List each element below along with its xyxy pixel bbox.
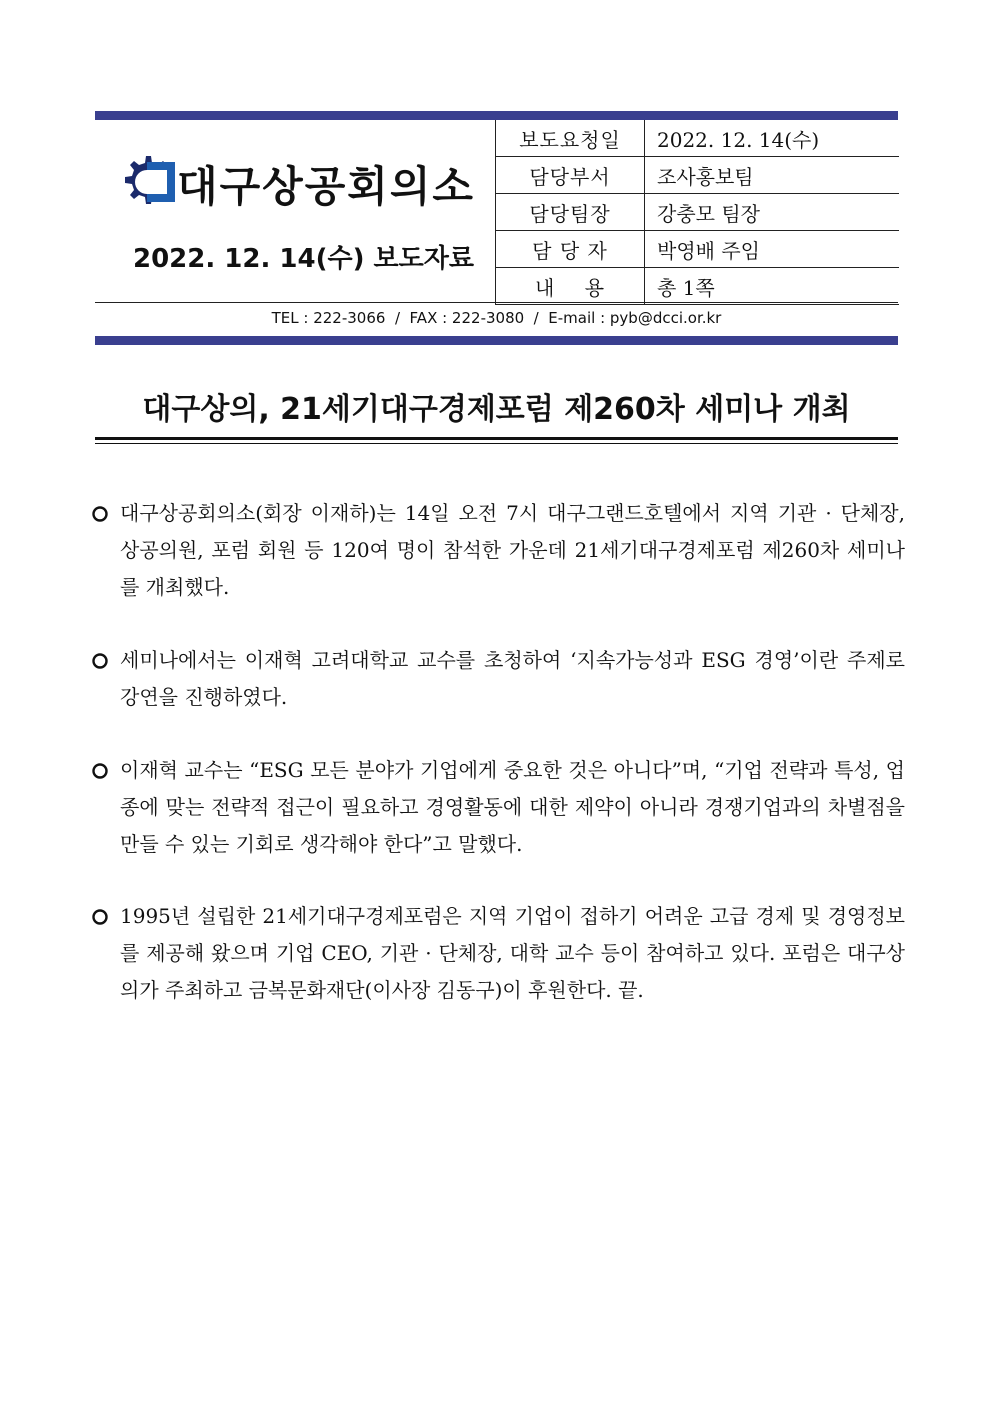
hollow-circle-bullet-icon: [91, 505, 109, 523]
info-key: 담 당 자: [496, 231, 645, 268]
info-row: [496, 194, 900, 231]
gear-logo-icon: [117, 152, 175, 212]
info-row: [496, 120, 900, 157]
body-paragraph: 세미나에서는 이재혁 고려대학교 교수를 초청하여 ‘지속가능성과 ESG 경영’이란 주제로 강연을 진행하였다.: [120, 648, 905, 709]
body-paragraph: 이재혁 교수는 “ESG 모든 분야가 기업에게 중요한 것은 아니다”며, “기업 전략과 특성, 업종에 맞는 전략적 접근이 필요하고 경영활동에 대한 제약이 아니라 경쟁기업과의 차별점을 만들 수 있는 기회로 생각해야 한다”고 말했다.: [120, 758, 905, 856]
info-key: 보도요청일: [496, 120, 645, 157]
top-accent-bar: [95, 111, 898, 120]
info-row: [496, 268, 900, 305]
info-value: 2022. 12. 14(수): [645, 120, 900, 157]
contact-line: TEL : 222-3066 / FAX : 222-3080 / E-mail : pyb@dcci.or.kr: [271, 309, 722, 327]
body-paragraph: 대구상공회의소(회장 이재하)는 14일 오전 7시 대구그랜드호텔에서 지역 기관 · 단체장, 상공의원, 포럼 회원 등 120여 명이 참석한 가운데 21세기대구경제포럼 제260차 세미나를 개최했다.: [120, 501, 905, 599]
logo-area: [95, 120, 495, 302]
body-paragraph: 1995년 설립한 21세기대구경제포럼은 지역 기업이 접하기 어려운 고급 경제 및 경영정보를 제공해 왔으며 기업 CEO, 기관 · 단체장, 대학 교수 등이 참여하고 있다. 포럼은 대구상의가 주최하고 금복문화재단(이사장 김동구)이 후원한다. 끝.: [120, 904, 905, 1002]
headline: 대구상의, 21세기대구경제포럼 제260차 세미나 개최: [142, 392, 851, 427]
hollow-circle-bullet-icon: [91, 908, 109, 926]
info-key: 담당팀장: [496, 194, 645, 231]
bottom-accent-bar: [95, 336, 898, 345]
hollow-circle-bullet-icon: [91, 652, 109, 670]
info-value: 강충모 팀장: [645, 194, 900, 231]
info-value: 총 1쪽: [645, 268, 900, 305]
org-name: 대구상공회의소: [177, 162, 476, 211]
info-row: [496, 231, 900, 268]
headline-rule: [95, 437, 898, 440]
info-key: 내 용: [496, 268, 645, 305]
hollow-circle-bullet-icon: [91, 762, 109, 780]
info-table: [495, 120, 899, 305]
press-header: [95, 120, 898, 302]
org-logo: [117, 152, 477, 212]
info-value: 조사홍보팀: [645, 157, 900, 194]
headline-rule: [95, 443, 898, 444]
info-row: [496, 157, 900, 194]
info-key: 담당부서: [496, 157, 645, 194]
release-date-title: 2022. 12. 14(수) 보도자료: [133, 244, 474, 274]
info-value: 박영배 주임: [645, 231, 900, 268]
header-divider: [95, 302, 898, 303]
